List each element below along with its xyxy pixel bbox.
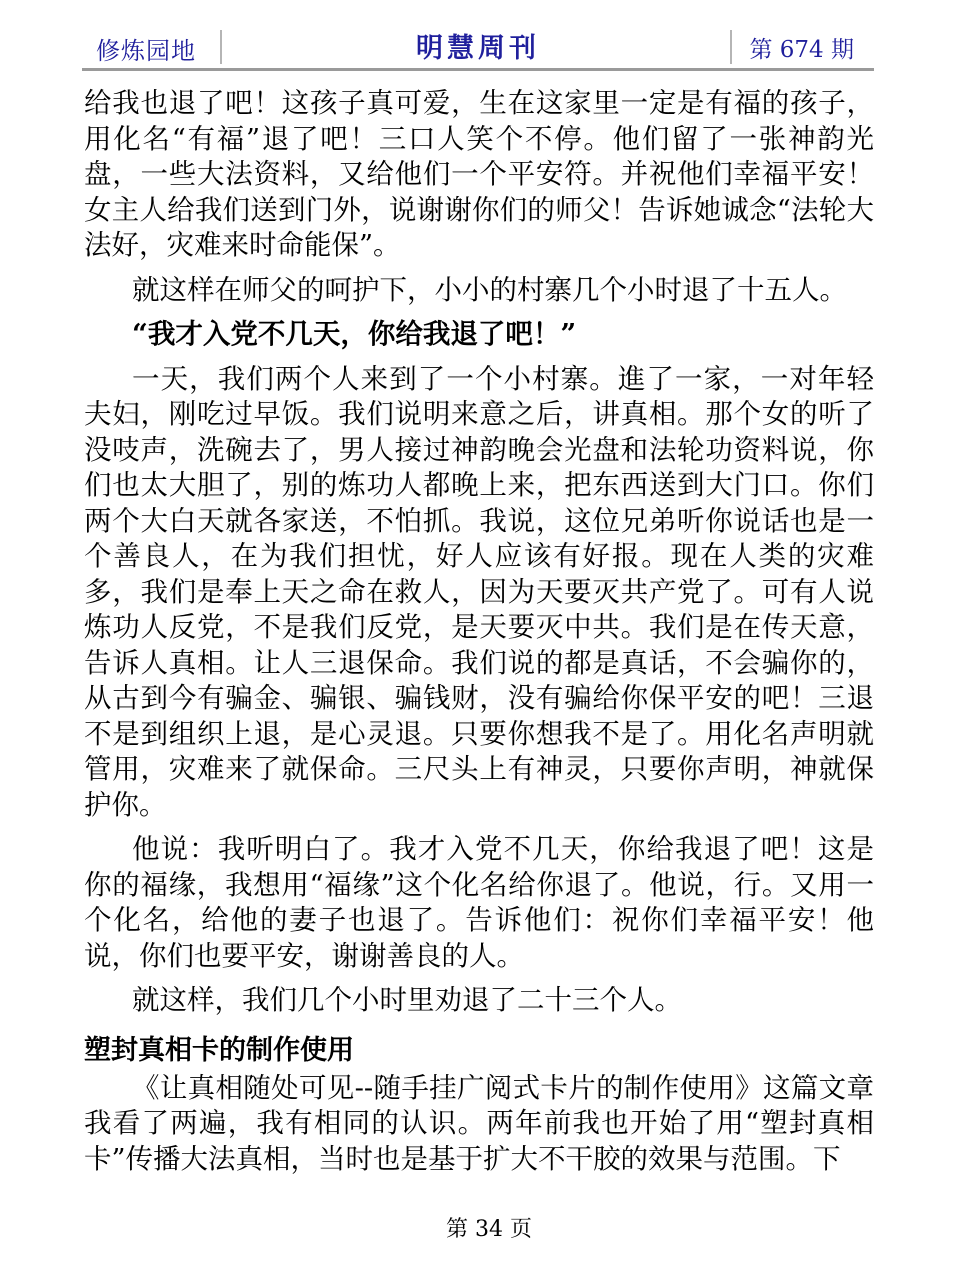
paragraph: 就这样，我们几个小时里劝退了二十三个人。 <box>132 984 682 1016</box>
paragraph: 给我也退了吧！这孩子真可爱，生在这家里一定是有福的孩子，用化名“有福”退了吧！三口人笑个不停。他们留了一张神韵光盘，一些大法资料，又给他们一个平安符。并祝他们幸福平安！女主人给我们送到门外，说谢谢你们的师父！告诉她诚念“法轮大法好，灾难来时命能保”。 <box>84 87 874 261</box>
header-issue: 第 674 期 <box>749 37 854 63</box>
section-title: 塑封真相卡的制作使用 <box>84 1034 354 1066</box>
page-header <box>82 22 874 71</box>
paragraph: 一天，我们两个人来到了一个小村寨。進了一家，一对年轻夫妇，刚吃过早饭。我们说明来意之后，讲真相。那个女的听了没吱声，洗碗去了，男人接过神韵晚会光盘和法轮功资料说，你们也太大胆了，别的炼功人都晚上来，把东西送到大门口。你们两个大白天就各家送，不怕抓。我说，这位兄弟听你说话也是一个善良人，在为我们担忧，好人应该有好报。现在人类的灾难多，我们是奉上天之命在救人，因为天要灭共产党了。可有人说炼功人反党，不是我们反党，是天要灭中共。我们是在传天意，告诉人真相。让人三退保命。我们说的都是真话，不会骗你的，从古到今有骗金、骗银、骗钱财，没有骗给你保平安的吧！三退不是到组织上退，是心灵退。只要你想我不是了。用化名声明就管用，灾难来了就保命。三尺头上有神灵，只要你声明，神就保护你。 <box>84 362 874 821</box>
subheading: “我才入党不几天，你给我退了吧！” <box>132 318 577 350</box>
paragraph: 《让真相随处可见--随手挂广阅式卡片的制作使用》这篇文章我看了两遍，我有相同的认识。两年前我也开始了用“塑封真相卡”传播大法真相，当时也是基于扩大不干胶的效果与范围。下 <box>84 1071 874 1175</box>
header-section: 修炼园地 <box>96 37 196 65</box>
header-divider-right <box>730 30 732 64</box>
page-number: 第 34 页 <box>446 1217 532 1242</box>
article-body <box>84 86 874 1177</box>
header-title: 明慧周刊 <box>416 33 540 64</box>
paragraph: 就这样在师父的呵护下，小小的村寨几个小时退了十五人。 <box>132 273 847 306</box>
paragraph: 他说：我听明白了。我才入党不几天，你给我退了吧！这是你的福缘，我想用“福缘”这个化名给你退了。他说，行。又用一个化名，给他的妻子也退了。告诉他们：祝你们幸福平安！他说，你们也要平安，谢谢善良的人。 <box>84 833 874 972</box>
